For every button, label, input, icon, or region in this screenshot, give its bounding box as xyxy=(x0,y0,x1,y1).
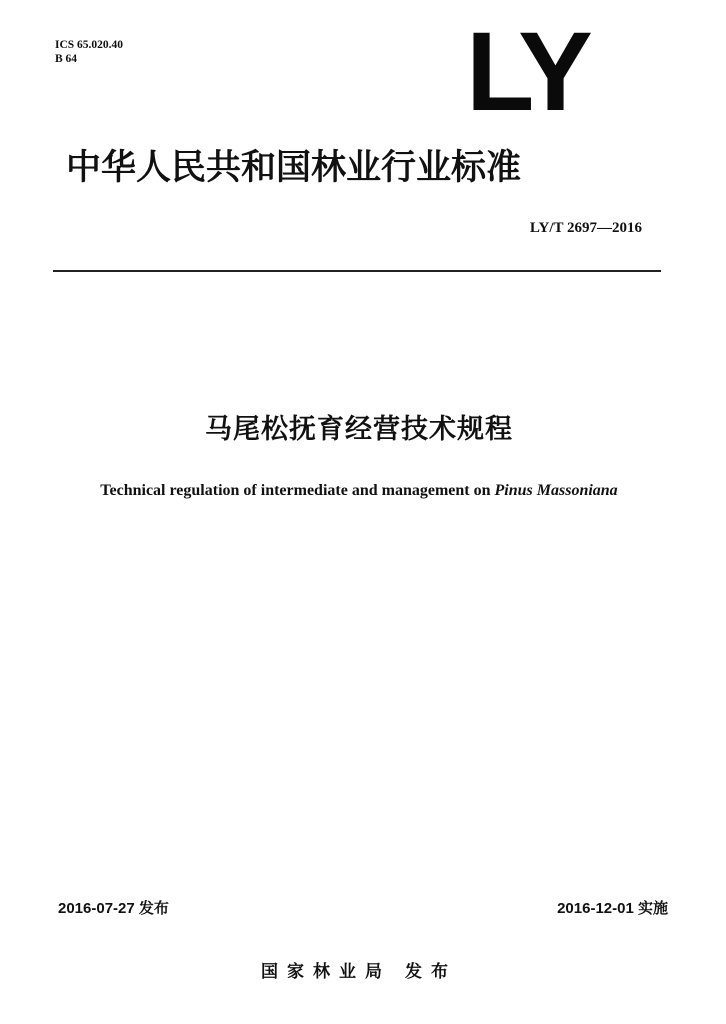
english-title-main: Technical regulation of intermediate and management on xyxy=(100,482,495,499)
ics-code: ICS 65.020.40 xyxy=(55,39,124,51)
header-divider xyxy=(53,270,661,272)
publisher-name: 国家林业局 xyxy=(261,962,391,982)
publisher-line xyxy=(0,960,718,984)
publish-action: 发布 xyxy=(405,962,457,982)
implementation-date: 2016-12-01 实施 xyxy=(557,900,668,917)
chinese-title: 马尾松抚育经营技术规程 xyxy=(205,414,513,445)
ccs-code: B 64 xyxy=(55,53,78,65)
classification-codes xyxy=(55,38,123,66)
standard-category-title: 中华人民共和国林业行业标准 xyxy=(66,148,522,188)
issue-date: 2016-07-27 发布 xyxy=(58,900,169,917)
english-title-species: Pinus Massoniana xyxy=(494,482,618,499)
ly-logo: LY xyxy=(466,9,587,134)
standard-number: LY/T 2697—2016 xyxy=(529,220,642,236)
english-title xyxy=(0,480,718,502)
